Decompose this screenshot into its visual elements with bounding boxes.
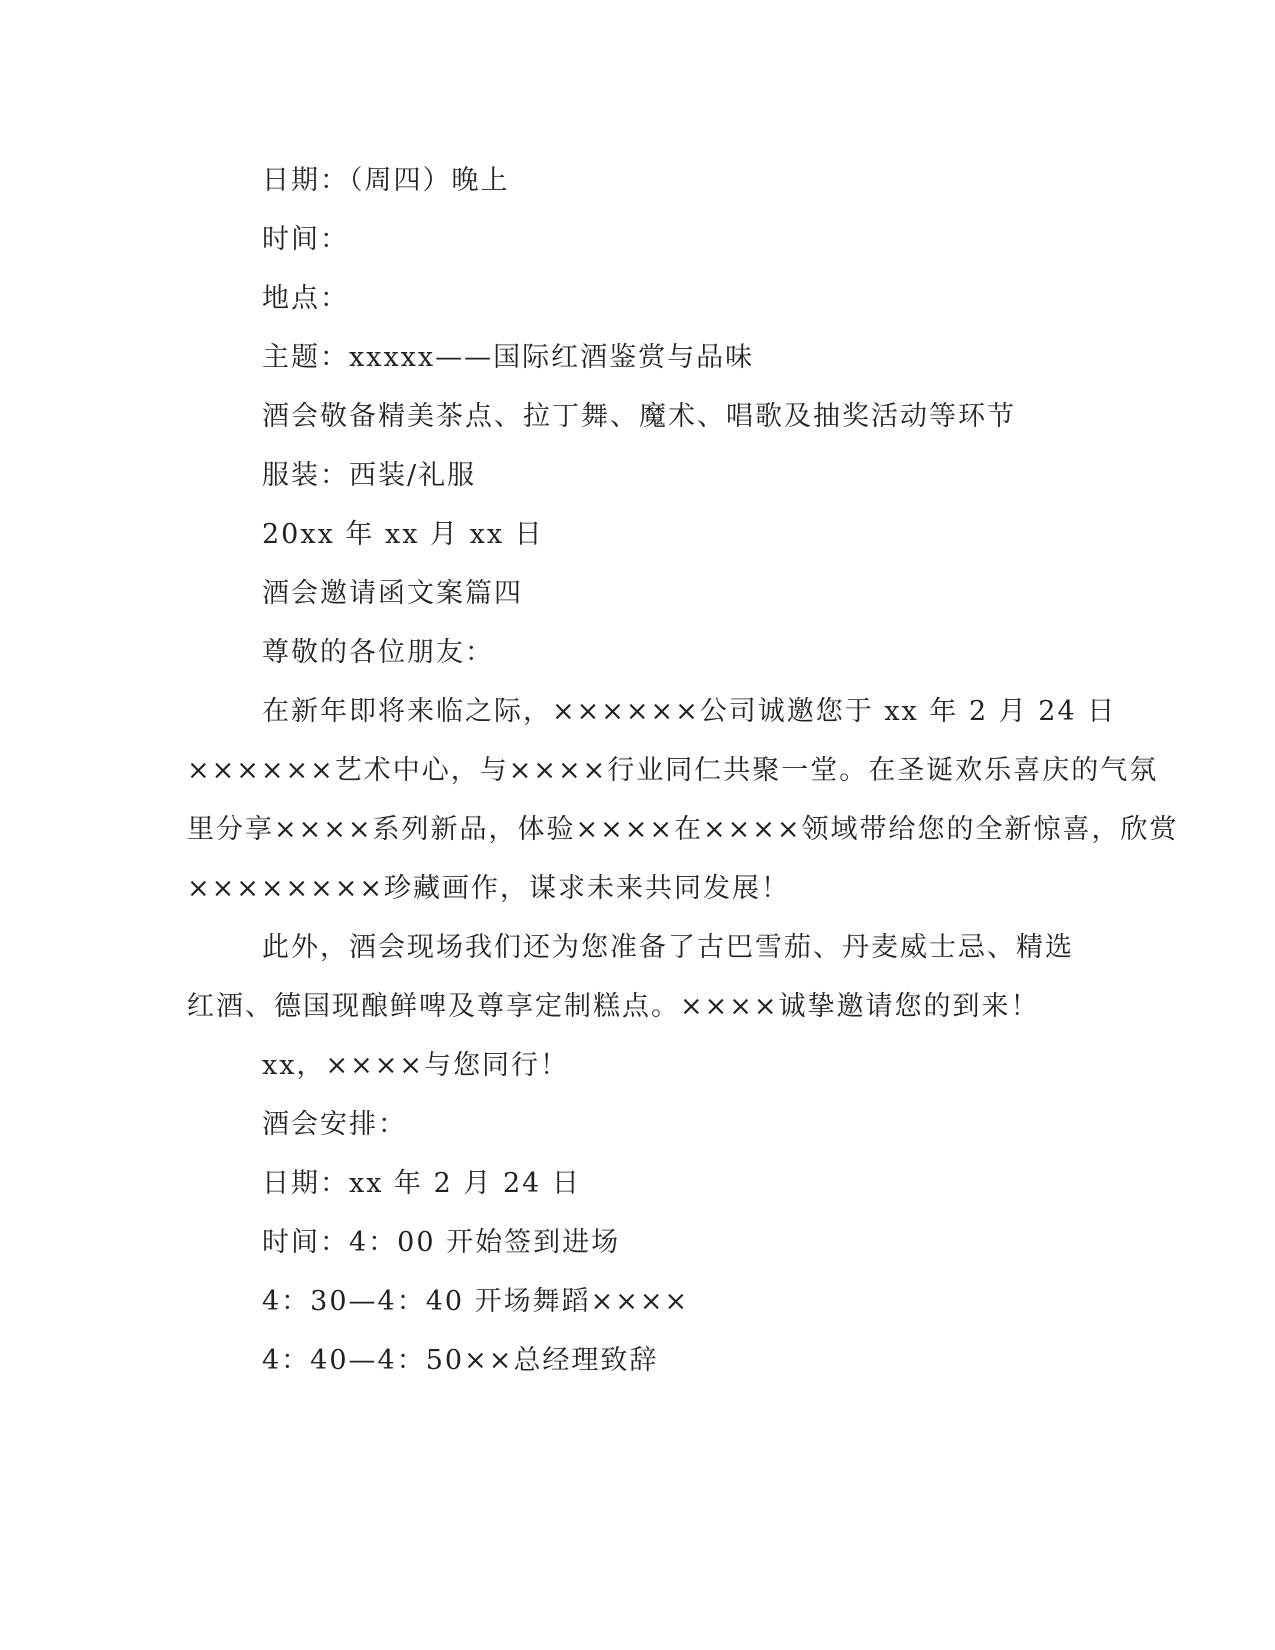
body-paragraph-2-line-1: 此外，酒会现场我们还为您准备了古巴雪茄、丹麦威士忌、精选 <box>262 932 1074 963</box>
schedule-item-dance: 4：30—4：40 开场舞蹈×××× <box>262 1286 690 1317</box>
schedule-item-speech: 4：40—4：50××总经理致辞 <box>262 1345 659 1376</box>
section-heading: 酒会邀请函文案篇四 <box>262 578 523 609</box>
location-line: 地点： <box>262 283 349 314</box>
program-line: 酒会敬备精美茶点、拉丁舞、魔术、唱歌及抽奖活动等环节 <box>262 401 1016 432</box>
dress-code-line: 服装：西装/礼服 <box>262 460 477 491</box>
body-paragraph-2-line-2: 红酒、德国现酿鲜啤及尊享定制糕点。××××诚挚邀请您的到来！ <box>187 991 1040 1022</box>
body-paragraph-1-line-4: ××××××××珍藏画作，谋求未来共同发展！ <box>187 873 790 904</box>
time-line: 时间： <box>262 224 349 255</box>
closing-line: xx，××××与您同行！ <box>262 1050 569 1081</box>
body-paragraph-1-line-1: 在新年即将来临之际，××××××公司诚邀您于 xx 年 2 月 24 日 <box>262 696 1117 727</box>
body-paragraph-1-line-3: 里分享××××系列新品，体验××××在××××领域带给您的全新惊喜，欣赏 <box>187 814 1179 845</box>
schedule-date: 日期：xx 年 2 月 24 日 <box>262 1168 581 1199</box>
issue-date-line: 20xx 年 xx 月 xx 日 <box>262 519 544 550</box>
schedule-item-checkin: 时间：4：00 开始签到进场 <box>262 1227 621 1258</box>
salutation: 尊敬的各位朋友： <box>262 637 494 668</box>
body-paragraph-1-line-2: ××××××艺术中心，与××××行业同仁共聚一堂。在圣诞欢乐喜庆的气氛 <box>187 755 1159 786</box>
schedule-heading: 酒会安排： <box>262 1109 407 1140</box>
date-line: 日期：（周四）晚上 <box>262 165 510 196</box>
theme-line: 主题：xxxxx——国际红酒鉴赏与品味 <box>262 342 755 373</box>
